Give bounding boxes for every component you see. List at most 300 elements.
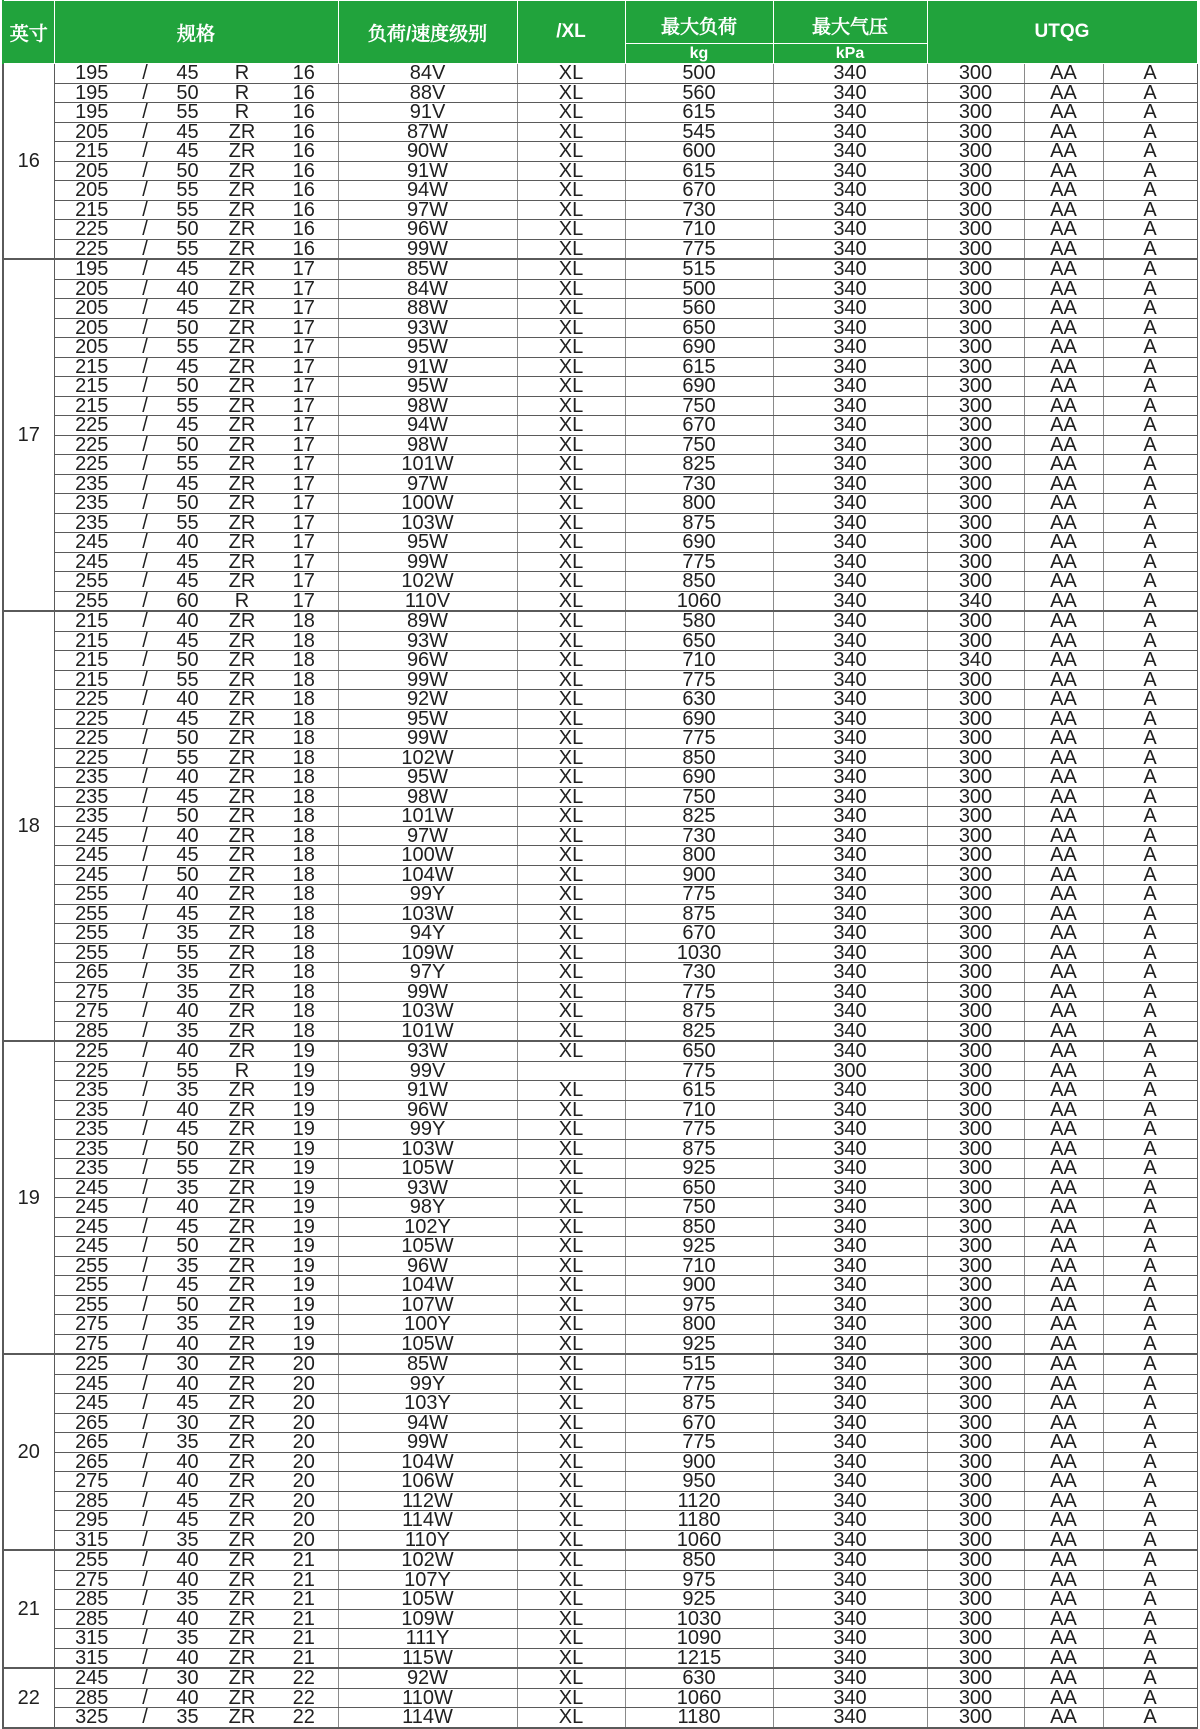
construction-cell: ZR [214, 631, 270, 651]
max-load-cell: 850 [625, 572, 773, 592]
load-speed-cell: 88W [338, 299, 517, 319]
width-cell: 225 [54, 1041, 129, 1061]
load-speed-cell: 110W [338, 1688, 517, 1708]
load-speed-cell: 109W [338, 943, 517, 963]
traction-cell: AA [1024, 435, 1103, 455]
table-row [3, 513, 1197, 533]
treadwear-cell: 300 [927, 1472, 1024, 1492]
aspect-cell: 45 [161, 787, 214, 807]
aspect-cell: 55 [161, 103, 214, 123]
traction-cell: AA [1024, 338, 1103, 358]
traction-cell: AA [1024, 1452, 1103, 1472]
slash-cell: / [129, 1688, 161, 1708]
table-row [3, 299, 1197, 319]
aspect-cell: 35 [161, 1315, 214, 1335]
slash-cell: / [129, 161, 161, 181]
temperature-cell: A [1103, 572, 1197, 592]
treadwear-cell: 300 [927, 1648, 1024, 1668]
width-cell: 255 [54, 904, 129, 924]
traction-cell: AA [1024, 787, 1103, 807]
table-row [3, 1550, 1197, 1570]
max-load-cell: 630 [625, 1668, 773, 1688]
construction-cell: ZR [214, 1511, 270, 1531]
construction-cell: ZR [214, 338, 270, 358]
construction-cell: ZR [214, 1100, 270, 1120]
width-cell: 255 [54, 1256, 129, 1276]
slash-cell: / [129, 1374, 161, 1394]
slash-cell: / [129, 552, 161, 572]
width-cell: 255 [54, 885, 129, 905]
temperature-cell: A [1103, 1629, 1197, 1649]
table-row [3, 416, 1197, 436]
diameter-cell: 22 [270, 1668, 338, 1688]
treadwear-cell: 300 [927, 513, 1024, 533]
treadwear-cell: 300 [927, 1002, 1024, 1022]
diameter-cell: 21 [270, 1570, 338, 1590]
table-row [3, 748, 1197, 768]
xl-cell: XL [517, 338, 625, 358]
traction-cell: AA [1024, 826, 1103, 846]
load-speed-cell: 95W [338, 709, 517, 729]
aspect-cell: 45 [161, 1491, 214, 1511]
treadwear-cell: 300 [927, 1081, 1024, 1101]
aspect-cell: 35 [161, 963, 214, 983]
table-row [3, 1041, 1197, 1061]
slash-cell: / [129, 1629, 161, 1649]
table-row [3, 768, 1197, 788]
construction-cell: ZR [214, 533, 270, 553]
diameter-cell: 20 [270, 1452, 338, 1472]
max-pressure-cell: 340 [773, 1315, 927, 1335]
traction-cell: AA [1024, 1178, 1103, 1198]
temperature-cell: A [1103, 1668, 1197, 1688]
xl-cell: XL [517, 1159, 625, 1179]
load-speed-cell: 114W [338, 1708, 517, 1728]
traction-cell: AA [1024, 1708, 1103, 1728]
max-pressure-cell: 340 [773, 768, 927, 788]
slash-cell: / [129, 377, 161, 397]
temperature-cell: A [1103, 1648, 1197, 1668]
diameter-cell: 18 [270, 670, 338, 690]
aspect-cell: 45 [161, 1511, 214, 1531]
traction-cell: AA [1024, 103, 1103, 123]
width-cell: 245 [54, 1237, 129, 1257]
diameter-cell: 20 [270, 1491, 338, 1511]
slash-cell: / [129, 1237, 161, 1257]
diameter-cell: 19 [270, 1334, 338, 1354]
xl-cell: XL [517, 1256, 625, 1276]
xl-cell: XL [517, 826, 625, 846]
diameter-cell: 19 [270, 1178, 338, 1198]
width-cell: 195 [54, 259, 129, 279]
width-cell: 215 [54, 611, 129, 631]
max-pressure-cell: 340 [773, 748, 927, 768]
treadwear-cell: 300 [927, 1354, 1024, 1374]
table-row [3, 279, 1197, 299]
temperature-cell: A [1103, 748, 1197, 768]
max-pressure-cell: 340 [773, 1041, 927, 1061]
load-speed-cell: 114W [338, 1511, 517, 1531]
xl-cell: XL [517, 670, 625, 690]
temperature-cell: A [1103, 1354, 1197, 1374]
construction-cell: ZR [214, 357, 270, 377]
max-pressure-cell: 300 [773, 1061, 927, 1081]
load-speed-cell: 99W [338, 1433, 517, 1453]
construction-cell: ZR [214, 1256, 270, 1276]
max-load-cell: 775 [625, 670, 773, 690]
max-load-cell: 850 [625, 1550, 773, 1570]
load-speed-cell: 97W [338, 200, 517, 220]
treadwear-cell: 300 [927, 1315, 1024, 1335]
traction-cell: AA [1024, 1570, 1103, 1590]
xl-cell: XL [517, 748, 625, 768]
max-load-cell: 730 [625, 474, 773, 494]
construction-cell: ZR [214, 239, 270, 259]
max-load-cell: 975 [625, 1570, 773, 1590]
max-load-cell: 710 [625, 1256, 773, 1276]
xl-cell: XL [517, 943, 625, 963]
diameter-cell: 18 [270, 1021, 338, 1041]
xl-cell: XL [517, 631, 625, 651]
slash-cell: / [129, 1648, 161, 1668]
load-speed-cell: 93W [338, 1178, 517, 1198]
aspect-cell: 35 [161, 1021, 214, 1041]
construction-cell: R [214, 1061, 270, 1081]
traction-cell: AA [1024, 943, 1103, 963]
max-pressure-cell: 340 [773, 161, 927, 181]
treadwear-cell: 300 [927, 1629, 1024, 1649]
max-pressure-cell: 340 [773, 455, 927, 475]
diameter-cell: 20 [270, 1530, 338, 1550]
diameter-cell: 18 [270, 924, 338, 944]
max-pressure-cell: 340 [773, 181, 927, 201]
temperature-cell: A [1103, 513, 1197, 533]
construction-cell: ZR [214, 846, 270, 866]
slash-cell: / [129, 1668, 161, 1688]
treadwear-cell: 300 [927, 161, 1024, 181]
aspect-cell: 40 [161, 533, 214, 553]
table-row [3, 1256, 1197, 1276]
slash-cell: / [129, 631, 161, 651]
diameter-cell: 22 [270, 1708, 338, 1728]
slash-cell: / [129, 1511, 161, 1531]
table-row [3, 1198, 1197, 1218]
aspect-cell: 40 [161, 885, 214, 905]
slash-cell: / [129, 748, 161, 768]
construction-cell: ZR [214, 690, 270, 710]
max-load-cell: 775 [625, 239, 773, 259]
construction-cell: ZR [214, 220, 270, 240]
aspect-cell: 45 [161, 1276, 214, 1296]
aspect-cell: 50 [161, 318, 214, 338]
diameter-cell: 20 [270, 1413, 338, 1433]
max-pressure-cell: 340 [773, 709, 927, 729]
xl-cell: XL [517, 1334, 625, 1354]
width-cell: 235 [54, 1139, 129, 1159]
xl-cell: XL [517, 1276, 625, 1296]
traction-cell: AA [1024, 239, 1103, 259]
slash-cell: / [129, 64, 161, 84]
temperature-cell: A [1103, 1276, 1197, 1296]
slash-cell: / [129, 690, 161, 710]
max-load-cell: 775 [625, 1433, 773, 1453]
construction-cell: ZR [214, 1609, 270, 1629]
diameter-cell: 18 [270, 865, 338, 885]
aspect-cell: 45 [161, 122, 214, 142]
treadwear-cell: 300 [927, 1198, 1024, 1218]
max-load-cell: 545 [625, 122, 773, 142]
slash-cell: / [129, 1590, 161, 1610]
aspect-cell: 40 [161, 690, 214, 710]
max-pressure-cell: 340 [773, 1354, 927, 1374]
aspect-cell: 40 [161, 1472, 214, 1492]
xl-cell: XL [517, 1021, 625, 1041]
aspect-cell: 35 [161, 1530, 214, 1550]
xl-cell: XL [517, 435, 625, 455]
max-load-cell: 875 [625, 1394, 773, 1414]
slash-cell: / [129, 846, 161, 866]
temperature-cell: A [1103, 1590, 1197, 1610]
max-pressure-cell: 340 [773, 1472, 927, 1492]
table-row [3, 885, 1197, 905]
traction-cell: AA [1024, 318, 1103, 338]
max-pressure-cell: 340 [773, 982, 927, 1002]
table-row [3, 1452, 1197, 1472]
construction-cell: ZR [214, 455, 270, 475]
xl-cell: XL [517, 1708, 625, 1728]
xl-cell: XL [517, 1394, 625, 1414]
diameter-cell: 18 [270, 963, 338, 983]
max-pressure-cell: 340 [773, 1002, 927, 1022]
table-row [3, 591, 1197, 611]
treadwear-cell: 300 [927, 729, 1024, 749]
max-load-cell: 800 [625, 1315, 773, 1335]
width-cell: 255 [54, 943, 129, 963]
aspect-cell: 55 [161, 1061, 214, 1081]
slash-cell: / [129, 318, 161, 338]
construction-cell: ZR [214, 1648, 270, 1668]
aspect-cell: 40 [161, 1100, 214, 1120]
slash-cell: / [129, 259, 161, 279]
traction-cell: AA [1024, 377, 1103, 397]
max-load-cell: 925 [625, 1159, 773, 1179]
diameter-cell: 20 [270, 1354, 338, 1374]
treadwear-cell: 300 [927, 611, 1024, 631]
construction-cell: ZR [214, 1198, 270, 1218]
table-row [3, 1120, 1197, 1140]
aspect-cell: 55 [161, 200, 214, 220]
table-row [3, 377, 1197, 397]
max-pressure-cell: 340 [773, 1648, 927, 1668]
table-row [3, 494, 1197, 514]
max-pressure-cell: 340 [773, 377, 927, 397]
max-load-cell: 1060 [625, 1530, 773, 1550]
table-row [3, 826, 1197, 846]
diameter-cell: 18 [270, 943, 338, 963]
max-pressure-cell: 340 [773, 885, 927, 905]
width-cell: 315 [54, 1629, 129, 1649]
load-speed-cell: 92W [338, 1668, 517, 1688]
max-load-cell: 650 [625, 1041, 773, 1061]
construction-cell: ZR [214, 1237, 270, 1257]
treadwear-cell: 300 [927, 1295, 1024, 1315]
max-pressure-cell: 340 [773, 1530, 927, 1550]
table-row [3, 474, 1197, 494]
load-speed-cell: 84V [338, 64, 517, 84]
diameter-cell: 18 [270, 787, 338, 807]
temperature-cell: A [1103, 435, 1197, 455]
aspect-cell: 60 [161, 591, 214, 611]
load-speed-cell: 100W [338, 494, 517, 514]
temperature-cell: A [1103, 1394, 1197, 1414]
aspect-cell: 40 [161, 768, 214, 788]
slash-cell: / [129, 1550, 161, 1570]
treadwear-cell: 300 [927, 318, 1024, 338]
max-load-cell: 560 [625, 83, 773, 103]
max-load-cell: 560 [625, 299, 773, 319]
table-row [3, 982, 1197, 1002]
diameter-cell: 17 [270, 377, 338, 397]
traction-cell: AA [1024, 1315, 1103, 1335]
tire-spec-table [2, 0, 1198, 1729]
treadwear-cell: 300 [927, 807, 1024, 827]
treadwear-cell: 300 [927, 748, 1024, 768]
diameter-cell: 20 [270, 1433, 338, 1453]
treadwear-cell: 300 [927, 904, 1024, 924]
slash-cell: / [129, 1354, 161, 1374]
treadwear-cell: 300 [927, 494, 1024, 514]
treadwear-cell: 300 [927, 846, 1024, 866]
xl-cell: XL [517, 181, 625, 201]
max-pressure-cell: 340 [773, 1295, 927, 1315]
max-pressure-cell: 340 [773, 1708, 927, 1728]
load-speed-cell: 99Y [338, 1120, 517, 1140]
xl-cell: XL [517, 591, 625, 611]
construction-cell: ZR [214, 729, 270, 749]
construction-cell: ZR [214, 122, 270, 142]
slash-cell: / [129, 729, 161, 749]
table-row [3, 103, 1197, 123]
load-speed-cell: 99Y [338, 1374, 517, 1394]
width-cell: 295 [54, 1511, 129, 1531]
xl-cell: XL [517, 1120, 625, 1140]
load-speed-cell: 96W [338, 1256, 517, 1276]
xl-cell: XL [517, 357, 625, 377]
temperature-cell: A [1103, 943, 1197, 963]
table-row [3, 1021, 1197, 1041]
max-load-cell: 650 [625, 1178, 773, 1198]
slash-cell: / [129, 1708, 161, 1728]
width-cell: 225 [54, 690, 129, 710]
traction-cell: AA [1024, 161, 1103, 181]
traction-cell: AA [1024, 748, 1103, 768]
temperature-cell: A [1103, 1688, 1197, 1708]
max-pressure-cell: 340 [773, 279, 927, 299]
treadwear-cell: 300 [927, 435, 1024, 455]
traction-cell: AA [1024, 1472, 1103, 1492]
treadwear-cell: 300 [927, 1491, 1024, 1511]
temperature-cell: A [1103, 377, 1197, 397]
max-pressure-cell: 340 [773, 846, 927, 866]
max-pressure-cell: 340 [773, 1178, 927, 1198]
traction-cell: AA [1024, 1120, 1103, 1140]
max-load-cell: 775 [625, 982, 773, 1002]
width-cell: 195 [54, 64, 129, 84]
load-speed-cell: 102W [338, 572, 517, 592]
diameter-cell: 19 [270, 1100, 338, 1120]
max-load-cell: 730 [625, 963, 773, 983]
traction-cell: AA [1024, 1061, 1103, 1081]
treadwear-cell: 300 [927, 377, 1024, 397]
table-row [3, 1708, 1197, 1728]
aspect-cell: 35 [161, 1590, 214, 1610]
aspect-cell: 40 [161, 611, 214, 631]
treadwear-cell: 300 [927, 1276, 1024, 1296]
width-cell: 225 [54, 748, 129, 768]
xl-cell: XL [517, 83, 625, 103]
aspect-cell: 40 [161, 1609, 214, 1629]
width-cell: 235 [54, 1159, 129, 1179]
max-load-cell: 1060 [625, 1688, 773, 1708]
max-load-cell: 1030 [625, 1609, 773, 1629]
max-load-cell: 690 [625, 533, 773, 553]
header-utqg: UTQG [927, 1, 1197, 64]
width-cell: 235 [54, 787, 129, 807]
aspect-cell: 45 [161, 1394, 214, 1414]
slash-cell: / [129, 1609, 161, 1629]
load-speed-cell: 104W [338, 865, 517, 885]
treadwear-cell: 300 [927, 142, 1024, 162]
inch-group-label: 18 [3, 611, 54, 1041]
treadwear-cell: 300 [927, 1100, 1024, 1120]
max-load-cell: 1060 [625, 591, 773, 611]
traction-cell: AA [1024, 807, 1103, 827]
max-pressure-cell: 340 [773, 64, 927, 84]
max-load-cell: 1090 [625, 1629, 773, 1649]
treadwear-cell: 300 [927, 982, 1024, 1002]
diameter-cell: 18 [270, 748, 338, 768]
table-row [3, 1159, 1197, 1179]
max-load-cell: 710 [625, 220, 773, 240]
width-cell: 275 [54, 1570, 129, 1590]
construction-cell: ZR [214, 1550, 270, 1570]
xl-cell: XL [517, 299, 625, 319]
traction-cell: AA [1024, 846, 1103, 866]
load-speed-cell: 104W [338, 1276, 517, 1296]
max-pressure-cell: 340 [773, 1609, 927, 1629]
diameter-cell: 17 [270, 435, 338, 455]
slash-cell: / [129, 982, 161, 1002]
table-row [3, 943, 1197, 963]
diameter-cell: 18 [270, 611, 338, 631]
treadwear-cell: 300 [927, 1178, 1024, 1198]
slash-cell: / [129, 1276, 161, 1296]
load-speed-cell: 91V [338, 103, 517, 123]
construction-cell: ZR [214, 299, 270, 319]
width-cell: 265 [54, 1452, 129, 1472]
temperature-cell: A [1103, 1550, 1197, 1570]
table-row [3, 1081, 1197, 1101]
xl-cell: XL [517, 259, 625, 279]
max-load-cell: 690 [625, 338, 773, 358]
aspect-cell: 55 [161, 1159, 214, 1179]
temperature-cell: A [1103, 161, 1197, 181]
aspect-cell: 45 [161, 259, 214, 279]
temperature-cell: A [1103, 1472, 1197, 1492]
load-speed-cell: 99W [338, 552, 517, 572]
traction-cell: AA [1024, 1550, 1103, 1570]
aspect-cell: 45 [161, 1120, 214, 1140]
